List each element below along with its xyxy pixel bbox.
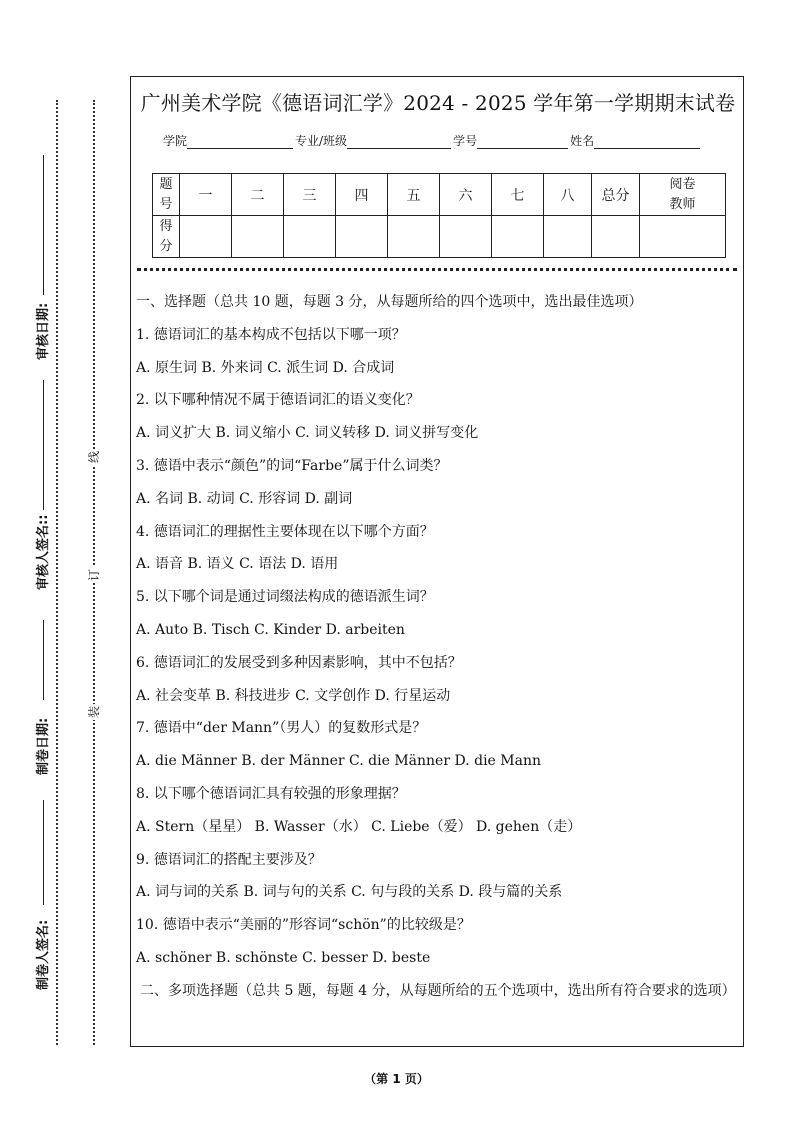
- score-cell[interactable]: [544, 216, 592, 258]
- binding-char-line: 线: [87, 450, 101, 463]
- score-label: 得 分: [159, 218, 173, 254]
- score-cell[interactable]: [284, 216, 336, 258]
- score-col-header: 三: [284, 174, 336, 216]
- section1-heading: 一、选择题（总共 10 题，每题 3 分，从每题所给的四个选项中，选出最佳选项）: [136, 294, 643, 310]
- prepare-date-line: [43, 620, 44, 700]
- question-options: A. 语音 B. 语义 C. 语法 D. 语用: [136, 556, 339, 573]
- question-options: A. Auto B. Tisch C. Kinder D. arbeiten: [136, 621, 405, 638]
- question-text: 9. 德语词汇的搭配主要涉及？: [136, 851, 322, 868]
- score-table-score-row: [153, 216, 726, 258]
- page-number: （第 1 页）: [364, 1072, 429, 1086]
- name-field[interactable]: [594, 136, 700, 149]
- preparer-sign-label: 制卷人签名:: [36, 919, 51, 990]
- question-options: A. 词与词的关系 B. 词与句的关系 C. 句与段的关系 D. 段与篇的关系: [136, 884, 563, 901]
- review-date-label: 审核日期:: [36, 302, 51, 360]
- preparer-sign-line: [43, 800, 44, 905]
- reviewer-sign-line: [43, 380, 44, 510]
- question-text: 1. 德语词汇的基本构成不包括以下哪一项？: [136, 326, 406, 343]
- review-date-line: [43, 155, 44, 295]
- exam-content: [136, 292, 742, 1002]
- score-cell[interactable]: [336, 216, 388, 258]
- college-field[interactable]: [187, 136, 293, 149]
- question-text: 4. 德语词汇的理据性主要体现在以下哪个方面？: [136, 523, 434, 540]
- score-cell-total[interactable]: [592, 216, 640, 258]
- score-table: [152, 173, 726, 258]
- college-label: 学院: [163, 134, 188, 148]
- score-col-header: 六: [440, 174, 492, 216]
- score-cell[interactable]: [492, 216, 544, 258]
- question-text: 8. 以下哪个德语词汇具有较强的形象理据？: [136, 785, 406, 802]
- exam-frame: [130, 76, 744, 1047]
- score-col-header: 八: [544, 174, 592, 216]
- student-id-label: 学号: [453, 134, 478, 148]
- score-row-header-cell: [153, 216, 180, 258]
- score-cell[interactable]: [440, 216, 492, 258]
- grader-label: 阅卷 教师: [669, 176, 696, 212]
- score-cell[interactable]: [232, 216, 284, 258]
- score-col-header: 一: [180, 174, 232, 216]
- score-table-header-cell: [153, 174, 180, 216]
- question-text: 7. 德语中“der Mann”（男人）的复数形式是？: [136, 720, 427, 737]
- dotted-separator: [137, 268, 737, 271]
- score-col-header: 七: [492, 174, 544, 216]
- question-number-label: 题 号: [159, 176, 173, 212]
- section2-heading: 二、多项选择题（总共 5 题，每题 4 分，从每题所给的五个选项中，选出所有符合要求的选项）: [140, 982, 736, 999]
- question-options: A. 词义扩大 B. 词义缩小 C. 词义转移 D. 词义拼写变化: [136, 425, 479, 442]
- question-options: A. 社会变革 B. 科技进步 C. 文学创作 D. 行星运动: [136, 687, 451, 704]
- student-id-field[interactable]: [477, 136, 568, 149]
- question-text: 5. 以下哪个词是通过词缀法构成的德语派生词？: [136, 589, 434, 606]
- binding-dotted-line-outer: [56, 100, 58, 1045]
- question-text: 6. 德语词汇的发展受到多种因素影响，其中不包括？: [136, 654, 462, 671]
- name-label: 姓名: [570, 134, 595, 148]
- grader-cell[interactable]: [640, 216, 726, 258]
- major-class-label: 专业/班级: [295, 134, 348, 148]
- question-text: 3. 德语中表示“颜色”的词“Farbe”属于什么词类？: [136, 457, 448, 474]
- question-options: A. 名词 B. 动词 C. 形容词 D. 副词: [136, 490, 353, 507]
- question-options: A. schöner B. schönste C. besser D. beste: [136, 949, 431, 966]
- score-cell[interactable]: [388, 216, 440, 258]
- exam-title: 广州美术学院《德语词汇学》2024 - 2025 学年第一学期期末试卷: [140, 91, 736, 115]
- question-options: A. die Männer B. der Männer C. die Männer D. die Mann: [136, 753, 541, 770]
- question-text: 2. 以下哪种情况不属于德语词汇的语义变化？: [136, 392, 420, 409]
- score-cell[interactable]: [180, 216, 232, 258]
- binding-char-bind: 订: [87, 568, 101, 581]
- major-class-field[interactable]: [347, 136, 451, 149]
- question-options: A. 原生词 B. 外来词 C. 派生词 D. 合成词: [136, 359, 395, 376]
- score-table-header-row: [153, 174, 726, 216]
- student-info-row: [163, 132, 702, 149]
- binding-char-fold: 装: [87, 705, 101, 718]
- prepare-date-label: 制卷日期:: [36, 717, 51, 775]
- question-options: A. Stern（星星） B. Wasser（水） C. Liebe（爱） D. gehen（走）: [136, 818, 582, 835]
- grader-header-cell: [640, 174, 726, 216]
- score-col-header: 四: [336, 174, 388, 216]
- score-col-header: 二: [232, 174, 284, 216]
- score-col-header-total: 总分: [592, 174, 640, 216]
- score-col-header: 五: [388, 174, 440, 216]
- reviewer-sign-label: 审核人签名::: [36, 514, 51, 590]
- question-text: 10. 德语中表示“美丽的”形容词“schön”的比较级是？: [136, 917, 471, 934]
